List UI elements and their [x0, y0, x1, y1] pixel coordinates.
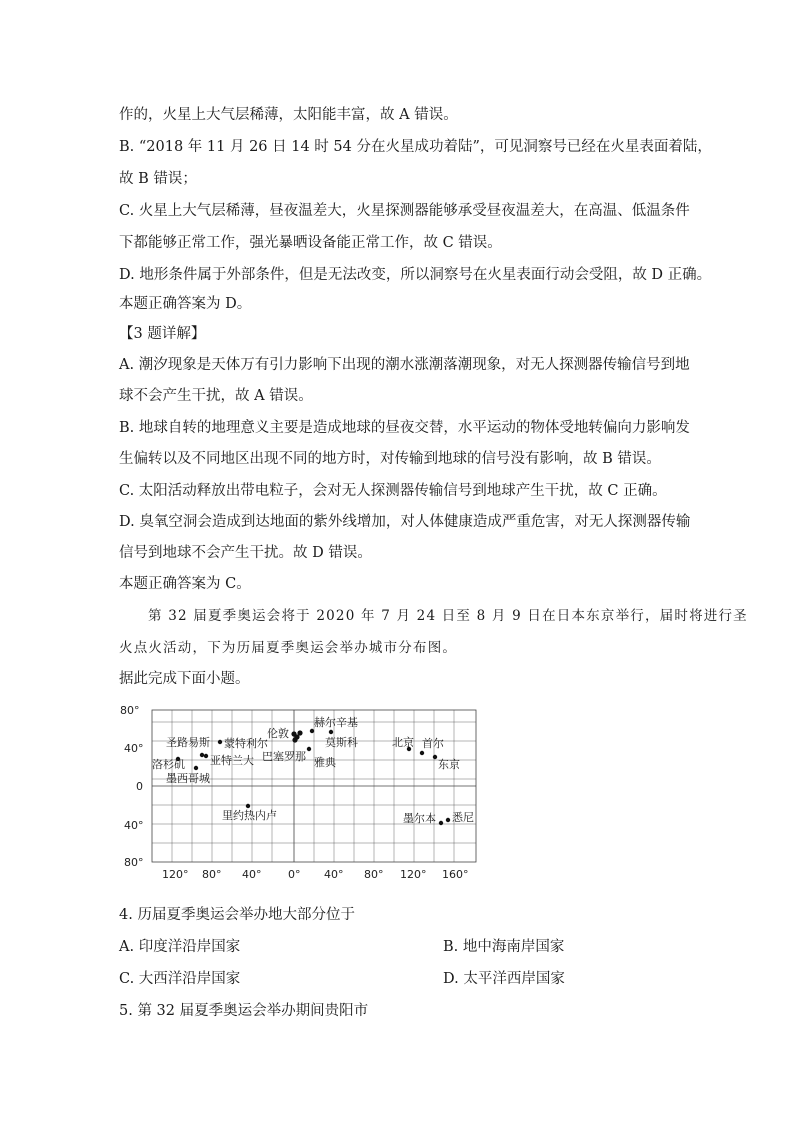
city-label-london: 伦敦 [267, 727, 289, 740]
city-label-moscow: 莫斯科 [325, 736, 358, 749]
lon-tick-label: 160° [442, 868, 469, 881]
city-dot [297, 730, 302, 735]
city-label-sydney: 悉尼 [452, 811, 474, 824]
lon-tick-label: 80° [202, 868, 222, 881]
map-grid [152, 710, 476, 862]
question-5-stem: 5. 第 32 届夏季奥运会举办期间贵阳市 [119, 1003, 369, 1019]
lon-tick-label: 120° [400, 868, 427, 881]
city-label-melbourne: 墨尔本 [403, 812, 436, 825]
paragraph-line: D. 地形条件属于外部条件，但是无法改变，所以洞察号在火星表面行动会受阻，故 D 正确。 [119, 267, 712, 283]
city-label-athens: 雅典 [314, 756, 336, 769]
paragraph-line: 作的，火星上大气层稀薄，太阳能丰富，故 A 错误。 [119, 107, 458, 123]
paragraph-line: B. 地球自转的地理意义主要是造成地球的昼夜交替，水平运动的物体受地转偏向力影响发 [119, 420, 690, 436]
city-label-seoul: 首尔 [422, 737, 444, 750]
city-dot [307, 747, 311, 751]
city-label-st-louis: 圣路易斯 [166, 736, 210, 749]
paragraph-line: 球不会产生干扰，故 A 错误。 [119, 388, 313, 404]
lon-tick-label: 40° [242, 868, 262, 881]
city-dot [420, 751, 424, 755]
city-dot [204, 754, 208, 758]
city-dot [218, 740, 222, 744]
city-label-los-angeles: 洛杉矶 [152, 758, 185, 771]
option-a[interactable]: A. 印度洋沿岸国家 [119, 939, 241, 955]
lat-tick-label: 40° [124, 742, 144, 755]
lat-tick-label: 80° [124, 856, 144, 869]
paragraph-line: 生偏转以及不同地区出现不同的地方时，对传输到地球的信号没有影响，故 B 错误。 [119, 451, 661, 467]
question-4-stem: 4. 历届夏季奥运会举办地大部分位于 [119, 907, 355, 923]
lat-tick-label: 40° [124, 819, 144, 832]
city-label-montreal: 蒙特利尔 [224, 737, 268, 750]
intro-line: 第 32 届夏季奥运会将于 2020 年 7 月 24 日至 8 月 9 日在日本东京举行，届时将进行圣 [148, 608, 748, 624]
option-b[interactable]: B. 地中海南岸国家 [443, 939, 565, 955]
city-dot [433, 755, 437, 759]
answer-line: 本题正确答案为 D。 [119, 296, 252, 312]
city-label-atlanta: 亚特兰大 [210, 754, 254, 767]
city-dot [200, 753, 204, 757]
lon-tick-label: 0° [288, 868, 301, 881]
lon-tick-label: 40° [324, 868, 344, 881]
city-dot [446, 818, 450, 822]
lat-tick-label: 0 [136, 780, 143, 793]
city-label-helsinki: 赫尔辛基 [314, 716, 358, 729]
city-label-tokyo: 东京 [438, 758, 460, 771]
paragraph-line: A. 潮汐现象是天体万有引力影响下出现的潮水涨潮落潮现象，对无人探测器传输信号到地 [119, 357, 690, 373]
paragraph-line: 下都能够正常工作，强光暴晒设备能正常工作，故 C 错误。 [119, 235, 502, 251]
lat-tick-label: 80° [120, 704, 140, 717]
city-label-barcelona: 巴塞罗那 [262, 750, 306, 763]
city-label-rio: 里约热内卢 [222, 809, 277, 822]
paragraph-line: 故 B 错误； [119, 171, 197, 187]
city-dot [329, 730, 333, 734]
city-dot [194, 766, 198, 770]
olympic-cities-map [118, 702, 488, 884]
city-dot [246, 804, 250, 808]
paragraph-line: C. 太阳活动释放出带电粒子，会对无人探测器传输信号到地球产生干扰，故 C 正确。 [119, 483, 667, 499]
instruction: 据此完成下面小题。 [119, 671, 250, 687]
city-dot [292, 737, 297, 742]
option-d[interactable]: D. 太平洋西岸国家 [443, 971, 565, 987]
city-label-mexico-city: 墨西哥城 [166, 772, 210, 785]
city-label-beijing: 北京 [392, 736, 414, 749]
section-heading: 【3 题详解】 [119, 326, 206, 342]
paragraph-line: C. 火星上大气层稀薄，昼夜温差大，火星探测器能够承受昼夜温差大，在高温、低温条件 [119, 203, 690, 219]
paragraph-line: 信号到地球不会产生干扰。故 D 错误。 [119, 545, 372, 561]
answer-line: 本题正确答案为 C。 [119, 576, 251, 592]
intro-line: 火点火活动，下为历届夏季奥运会举办城市分布图。 [119, 640, 458, 656]
lon-tick-label: 80° [364, 868, 384, 881]
city-dot [310, 729, 314, 733]
paragraph-line: B. “2018 年 11 月 26 日 14 时 54 分在火星成功着陆”，可见洞察号已经在火星表面着陆， [119, 139, 712, 155]
paragraph-line: D. 臭氧空洞会造成到达地面的紫外线增加，对人体健康造成严重危害，对无人探测器传输 [119, 514, 691, 530]
lon-tick-label: 120° [162, 868, 189, 881]
option-c[interactable]: C. 大西洋沿岸国家 [119, 971, 241, 987]
city-dot [439, 821, 443, 825]
